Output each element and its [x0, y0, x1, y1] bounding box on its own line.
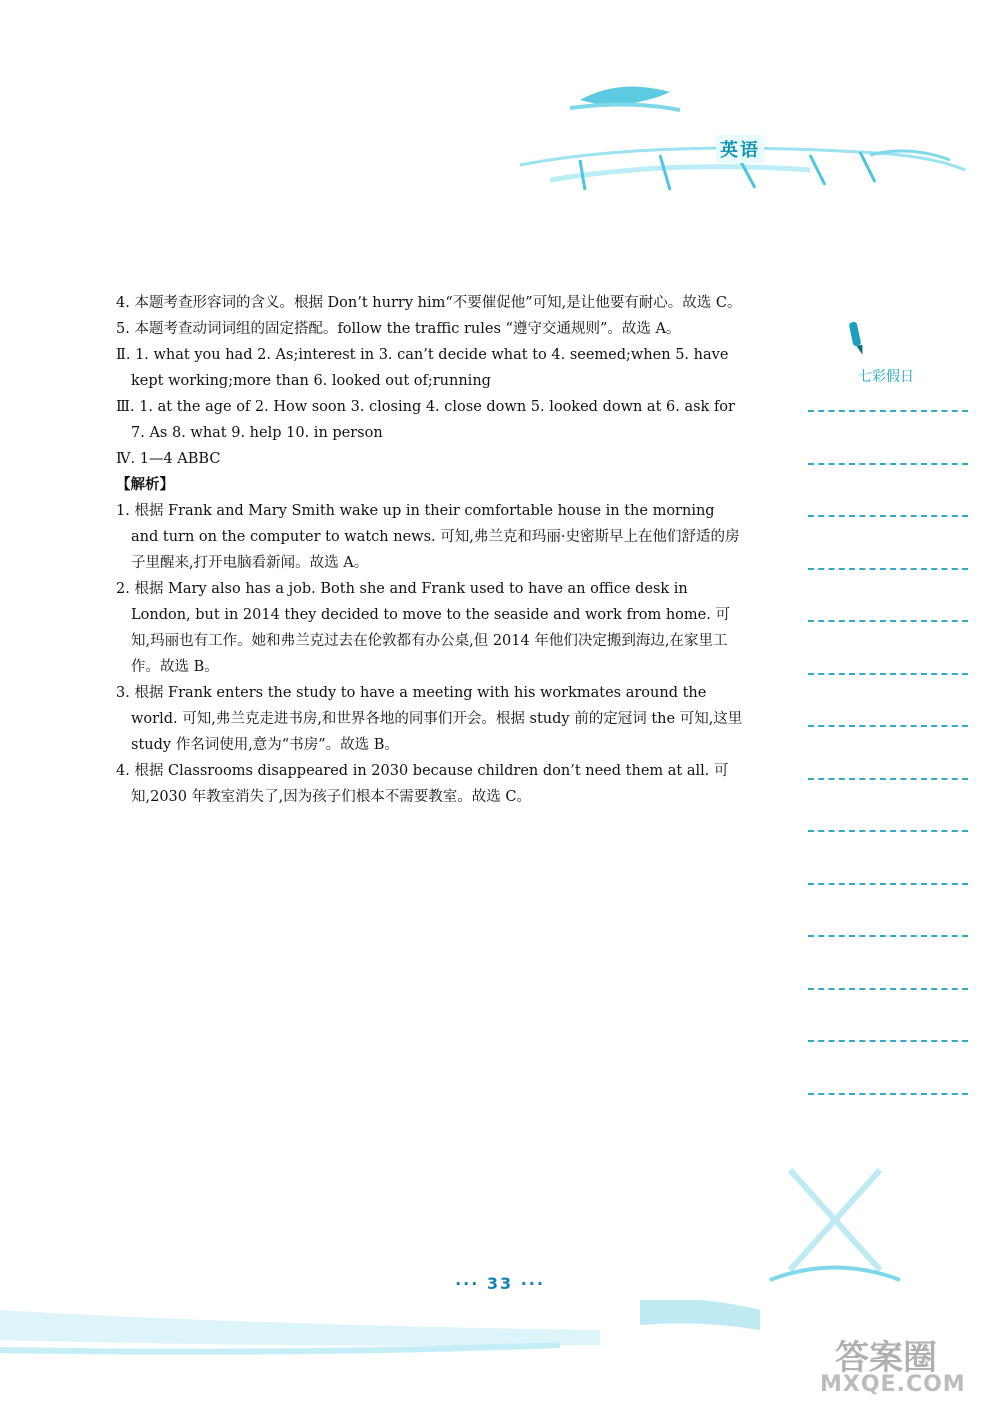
note-line [808, 568, 968, 570]
section-2-answers: Ⅱ. 1. what you had 2. As;interest in 3. can’t decide what to 4. seemed;when 5. have kept working;more than 6. looked out of;running [116, 347, 729, 389]
analysis-heading: 【解析】 [116, 476, 174, 493]
note-line [808, 463, 968, 465]
answer-content [116, 290, 744, 810]
note-line [808, 778, 968, 780]
answer-item-5: 5. 本题考查动词词组的固定搭配。follow the traffic rules “遵守交通规则”。故选 A。 [116, 321, 681, 337]
note-line [808, 830, 968, 832]
analysis-item-2: 2. 根据 Mary also has a job. Both she and Frank used to have an office desk in London, but in 2014 they decided to move to the seaside and work from home. 可知,玛丽也有工作。她和弗兰克过去在伦敦都有办公桌,但 2014 年他们决定搬到海边,在家里工作。故选 B。 [116, 581, 730, 675]
note-line [808, 620, 968, 622]
note-line [808, 410, 968, 412]
note-line [808, 725, 968, 727]
note-line [808, 935, 968, 937]
sidebar-label: 七彩假日 [858, 369, 914, 385]
analysis-item-3: 3. 根据 Frank enters the study to have a meeting with his workmates around the world. 可知,弗兰克走进书房,和世界各地的同事们开会。根据 study 前的定冠词 the 可知,这里 study 作名词使用,意为“书房”。故选 B。 [116, 685, 743, 753]
analysis-item-1: 1. 根据 Frank and Mary Smith wake up in their comfortable house in the morning and turn on the computer to watch news. 可知,弗兰克和玛丽·史密斯早上在他们舒适的房子里醒来,打开电脑看新闻。故选 A。 [116, 503, 740, 571]
section-3-answers: Ⅲ. 1. at the age of 2. How soon 3. closing 4. close down 5. looked down at 6. ask for 7. As 8. what 9. help 10. in person [116, 399, 735, 441]
section-4-answers: Ⅳ. 1—4 ABBC [116, 451, 221, 467]
note-line [808, 1093, 968, 1095]
note-line [808, 515, 968, 517]
note-line [808, 1040, 968, 1042]
note-line [808, 883, 968, 885]
analysis-item-4: 4. 根据 Classrooms disappeared in 2030 because children don’t need them at all. 可知,2030 年教室消失了,因为孩子们根本不需要教室。故选 C。 [116, 763, 729, 805]
watermark-url: MXQE.COM [820, 1372, 966, 1397]
pen-icon [845, 320, 871, 360]
answer-item-4: 4. 本题考查形容词的含义。根据 Don’t hurry him“不要催促他”可知,是让他要有耐心。故选 C。 [116, 295, 742, 311]
note-line [808, 988, 968, 990]
note-lines [808, 410, 968, 1145]
watermark-logo: 答案圈 [835, 1338, 937, 1378]
subject-badge: 英语 [716, 135, 764, 163]
page-number: ··· 33 ··· [455, 1274, 545, 1293]
note-line [808, 673, 968, 675]
